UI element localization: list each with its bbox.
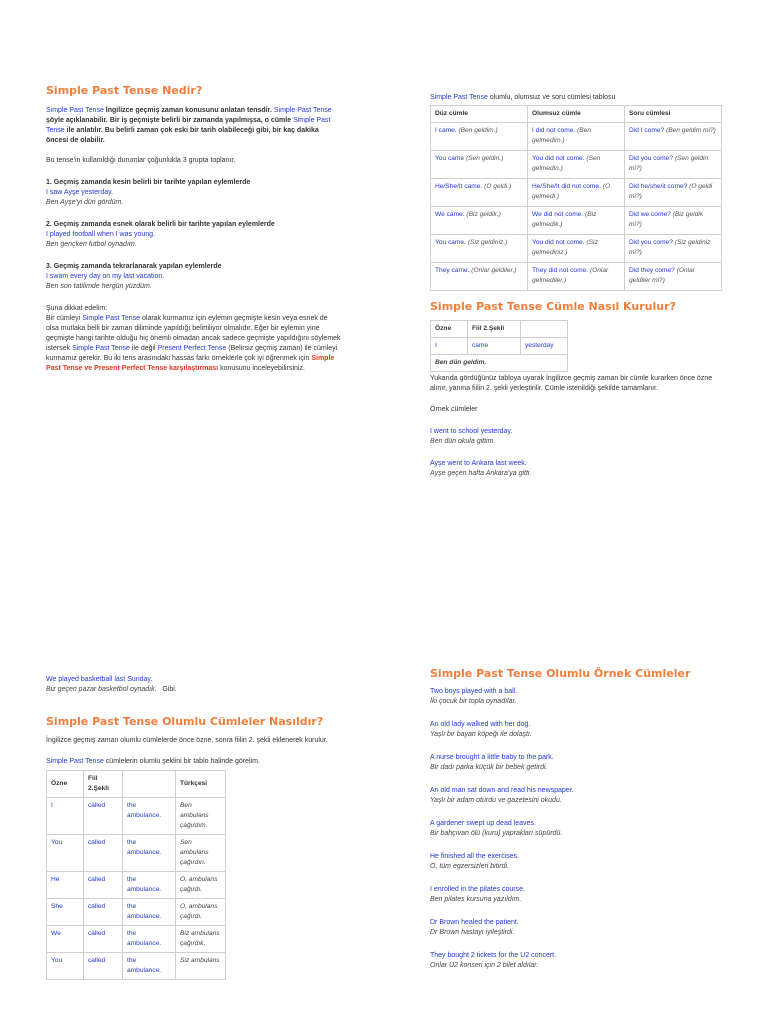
group-3-example: I swam every day on my last vacation. — [46, 273, 165, 280]
cell-translation: (Biz geldik mi?) — [629, 211, 704, 228]
cell-translation: (Ben geldim.) — [458, 127, 498, 134]
cell-sentence: He/She/It did not come. — [532, 183, 601, 190]
table-cell: O, ambulans çağırdı. — [176, 872, 226, 899]
table-cell: the ambulance. — [123, 835, 176, 872]
table-row — [431, 263, 722, 291]
table-row — [431, 207, 722, 235]
table-cell: the ambulance. — [123, 872, 176, 899]
note-text: Bir cümleyi — [46, 315, 83, 322]
table-cell — [528, 123, 625, 151]
section-heading: Simple Past Tense Olumlu Örnek Cümleler — [430, 667, 691, 680]
examples-label: Örnek cümleler — [430, 406, 478, 413]
example-sentence: Dr Brown healed the patient. — [430, 919, 519, 926]
caption-text: olumlu, olumsuz ve soru cümlesi tablosu — [487, 94, 616, 101]
table-cell — [528, 179, 625, 207]
column-header: Özne — [47, 771, 84, 798]
table-cell: He — [47, 872, 84, 899]
caption-text: cümlelerin olumlu şeklini bir tablo halinde görelim. — [103, 758, 260, 765]
example-translation: Yaşlı bir adam oturdu ve gazetesini okudu. — [430, 797, 562, 804]
comparison-link[interactable]: Simple Past Tense ve Present Perfect Tense karşılaştırması — [46, 355, 335, 372]
cell-sentence: Did we come? — [629, 211, 671, 218]
table-cell: yesterday — [521, 338, 568, 355]
table-cell: We — [47, 926, 84, 953]
table-row — [47, 872, 226, 899]
cell-sentence: You did not come. — [532, 239, 585, 246]
tense-link[interactable]: Simple Past Tense — [82, 315, 141, 322]
table-cell — [625, 207, 722, 235]
groups-line: Bu tense'in kullanıldığı durumlar çoğunlukla 3 grupta toplanır. — [46, 157, 236, 164]
column-header — [123, 771, 176, 798]
table-row — [431, 179, 722, 207]
cell-translation: (Siz geldiniz.) — [467, 239, 508, 246]
table-cell — [625, 235, 722, 263]
table-row — [431, 151, 722, 179]
example-translation: Bir dadı parka küçük bir bebek getirdi. — [430, 764, 548, 771]
table-cell — [431, 179, 528, 207]
example-sentence: I enrolled in the pilates course. — [430, 886, 525, 893]
group-1-example: I saw Ayşe yesterday. — [46, 189, 114, 196]
example-sentence: Two boys played with a ball. — [430, 688, 518, 695]
tense-link[interactable]: Simple Past Tense — [430, 94, 488, 101]
example-sentence: We played basketball last Sunday. — [46, 676, 153, 683]
tense-link[interactable]: Simple Past Tense — [46, 107, 104, 114]
table-cell — [528, 151, 625, 179]
group-3-translation: Ben son tatilimde hergün yüzdüm. — [46, 283, 152, 290]
right-column — [430, 667, 722, 971]
example-translation: O, tüm egzersizleri bitirdi. — [430, 863, 509, 870]
structure-table — [430, 320, 568, 372]
intro-paragraph — [46, 106, 341, 146]
example-translation: Dr Brown hastayı iyileştirdi. — [430, 929, 515, 936]
left-column — [46, 675, 336, 980]
cell-sentence: Did they come? — [629, 267, 675, 274]
table-cell — [625, 151, 722, 179]
cell-translation: (Siz geldiniz mi?) — [629, 239, 711, 256]
example-translation: Bir bahçıvan ölü (kuru) yaprakları süpürdü. — [430, 830, 563, 837]
table-cell: Biz ambulans çağırdık. — [176, 926, 226, 953]
table-row — [431, 123, 722, 151]
explanation: Yukarıda gördüğünüz tabloya uyarak İngilizce geçmiş zaman bir cümle kurarken önce özne alınır, yanına fiilin 2. şekli yerleştirilir. Cümle istenildiği şekilde tamamlanır. — [430, 375, 713, 392]
table-cell: the ambulance. — [123, 953, 176, 980]
example-translation: Ayşe geçen hafta Ankara'ya gitti. — [430, 470, 532, 477]
table-cell: called — [84, 835, 123, 872]
cell-translation: (Sen geldin.) — [465, 155, 504, 162]
cell-sentence: Did you come? — [629, 239, 673, 246]
cell-sentence: You came — [435, 155, 465, 162]
cell-sentence: We came. — [435, 211, 465, 218]
table-cell — [625, 263, 722, 291]
table-cell — [431, 263, 528, 291]
table-row — [431, 235, 722, 263]
table-cell: called — [84, 926, 123, 953]
conjugation-table — [430, 105, 722, 291]
example-translation: Ben dün okula gittim. — [430, 438, 496, 445]
table-cell: Ben dün geldim. — [431, 355, 568, 372]
cell-translation: (Onlar gelmediler.) — [532, 267, 609, 284]
intro-text: ile anlatılır. Bu belirli zaman çok eski bir tarih olabileceği gibi, bir kaç dakika öncesi de olabilir. — [46, 127, 319, 144]
note-text: olarak kurmamız için eylemin geçmişte kesin veya esnek de olsa mutlaka belli bir zaman diliminde yapıldığı belirtiliyor olmalıdır. Eğer bir eylemin yine geçmişte hangi tarihte olduğu hiç önemli olmadan ancak sadece geçmişte yapıldığını söylemek istersek — [46, 315, 341, 352]
group-1-translation: Ben Ayşe'yi dün gördüm. — [46, 199, 124, 206]
table-caption — [46, 757, 336, 767]
section-heading: Simple Past Tense Cümle Nasıl Kurulur? — [430, 300, 676, 313]
table-cell: O, ambulans çağırdı. — [176, 899, 226, 926]
example-translation: İki çocuk bir topla oynadılar. — [430, 698, 517, 705]
table-cell: She — [47, 899, 84, 926]
example-sentence: Ayşe went to Ankara last week. — [430, 460, 527, 467]
group-2-translation: Ben gençken futbol oynadım. — [46, 241, 137, 248]
group-2-example: I played football when I was young. — [46, 231, 155, 238]
cell-sentence: We did not come. — [532, 211, 584, 218]
cell-sentence: You came. — [435, 239, 466, 246]
column-header: Fiil 2.Şekli — [84, 771, 123, 798]
table-row — [47, 798, 226, 835]
table-cell: called — [84, 899, 123, 926]
tense-link[interactable]: Simple Past Tense — [46, 117, 331, 134]
example-sentence: He finished all the exercises. — [430, 853, 520, 860]
cell-translation: (Onlar geldiler.) — [471, 267, 517, 274]
table-cell: Ben ambulans çağırdım. — [176, 798, 226, 835]
section-heading: Simple Past Tense Nedir? — [46, 84, 203, 97]
table-cell: the ambulance. — [123, 798, 176, 835]
intro-paragraph: İngilizce geçmiş zaman olumlu cümlelerde önce özne, sonra fiilin 2. şekli eklenerek kurulur. — [46, 737, 328, 744]
example-sentence: They bought 2 tickets for the U2 concert. — [430, 952, 557, 959]
example-sentence: A nurse brought a little baby to the park. — [430, 754, 554, 761]
column-header — [521, 321, 568, 338]
table-cell — [431, 151, 528, 179]
table-caption — [430, 93, 722, 103]
cell-sentence: I came. — [435, 127, 457, 134]
cell-sentence: Did he/she/it come? — [629, 183, 688, 190]
section-heading: Simple Past Tense Olumlu Cümleler Nasıldır? — [46, 715, 324, 728]
example-sentence: An old man sat down and read his newspaper. — [430, 787, 574, 794]
table-cell — [431, 207, 528, 235]
tense-link[interactable]: Simple Past Tense — [72, 345, 130, 352]
cell-translation: (Sen geldin mi?) — [629, 155, 709, 172]
cell-translation: (Ben gelmedim.) — [532, 127, 592, 144]
note-paragraph — [46, 314, 341, 374]
cell-sentence: You did not come. — [532, 155, 585, 162]
tense-link[interactable]: Simple Past Tense — [273, 107, 332, 114]
trailing-text: Gibi. — [162, 686, 177, 693]
group-3-title: 3. Geçmiş zamanda tekrarlanarak yapılan eylemlerde — [46, 263, 222, 270]
example-translation: Onlar U2 konseri için 2 bilet aldılar. — [430, 962, 539, 969]
cell-sentence: I did not come. — [532, 127, 576, 134]
table-cell — [625, 123, 722, 151]
cell-sentence: They came. — [435, 267, 470, 274]
column-header: Olumsuz cümle — [528, 106, 625, 123]
cell-translation: (Onlar geldiler mi?) — [629, 267, 695, 284]
column-header: Düz cümle — [431, 106, 528, 123]
example-translation: Biz geçen pazar basketbol oynadık. — [46, 686, 157, 693]
table-row — [47, 953, 226, 980]
table-cell — [528, 235, 625, 263]
table-cell: called — [84, 798, 123, 835]
tense-link[interactable]: Simple Past Tense — [46, 758, 104, 765]
cell-sentence: He/She/It came. — [435, 183, 483, 190]
example-list — [430, 687, 722, 971]
table-cell: I — [47, 798, 84, 835]
intro-text: şöyle açıklanabilir. Bir iş geçmişte belirli bir zamanda yapılmışsa, o cümle — [46, 117, 294, 124]
cell-translation: (Siz gelmediniz.) — [532, 239, 598, 256]
table-cell — [625, 179, 722, 207]
example-translation: Ben pilates kursuna yazıldım. — [430, 896, 522, 903]
present-perfect-link[interactable]: Present Perfect Tense — [157, 345, 227, 352]
table-cell — [528, 207, 625, 235]
column-header: Soru cümlesi — [625, 106, 722, 123]
table-cell: I — [431, 338, 468, 355]
document-page-2 — [0, 640, 768, 1024]
cell-translation: (Ben geldim mi?) — [666, 127, 716, 134]
table-row — [47, 899, 226, 926]
table-cell: Sen ambulans çağırdın. — [176, 835, 226, 872]
group-1-title: 1. Geçmiş zamanda kesin belirli bir tarihte yapılan eylemlerde — [46, 179, 251, 186]
cell-translation: (O gelmedi.) — [532, 183, 611, 200]
table-cell: the ambulance. — [123, 899, 176, 926]
cell-translation: (Biz gelmedik.) — [532, 211, 597, 228]
table-cell: You — [47, 953, 84, 980]
column-header: Özne — [431, 321, 468, 338]
note-text: konusunu inceleyebilirsiniz. — [218, 365, 305, 372]
table-cell: called — [84, 872, 123, 899]
table-cell: the ambulance. — [123, 926, 176, 953]
cell-sentence: They did not come. — [532, 267, 589, 274]
note-title: Şuna dikkat edelim: — [46, 305, 108, 312]
cell-sentence: Did I come? — [629, 127, 665, 134]
example-sentence: An old lady walked with her dog. — [430, 721, 531, 728]
table-row — [47, 926, 226, 953]
table-cell — [431, 235, 528, 263]
table-cell — [528, 263, 625, 291]
cell-translation: (Sen gelmedin.) — [532, 155, 601, 172]
example-sentence: A gardener swept up dead leaves. — [430, 820, 536, 827]
cell-translation: (Biz geldik.) — [466, 211, 501, 218]
example-sentence: I went to school yesterday. — [430, 428, 513, 435]
group-2-title: 2. Geçmiş zamanda esnek olarak belirli bir tarihte yapılan eylemlerde — [46, 221, 275, 228]
table-row — [47, 835, 226, 872]
table-cell: called — [84, 953, 123, 980]
table-cell: Siz ambulans — [176, 953, 226, 980]
note-text: (Belirsiz geçmiş zaman) ile cümleyi kurmamız gerekir. Bu iki tens arasındaki hassas farkı örneklerle çok iyi öğrenmek için — [46, 345, 338, 362]
right-column — [430, 93, 722, 479]
cell-translation: (O geldi mi?) — [629, 183, 713, 200]
positive-table — [46, 770, 226, 980]
note-text: ile değil — [129, 345, 158, 352]
example-translation: Yaşlı bir bayan köpeği ile dolaştı. — [430, 731, 532, 738]
cell-sentence: Did you come? — [629, 155, 673, 162]
cell-translation: (O geldi.) — [484, 183, 512, 190]
left-column — [46, 84, 341, 374]
intro-text: İngilizce geçmiş zaman konusunu anlatan tensdir. — [103, 107, 274, 114]
column-header: Türkçesi — [176, 771, 226, 798]
column-header: Fiil 2.Şekli — [468, 321, 521, 338]
table-cell — [431, 123, 528, 151]
table-cell: came — [468, 338, 521, 355]
example-translation-line — [46, 685, 336, 695]
table-cell: You — [47, 835, 84, 872]
